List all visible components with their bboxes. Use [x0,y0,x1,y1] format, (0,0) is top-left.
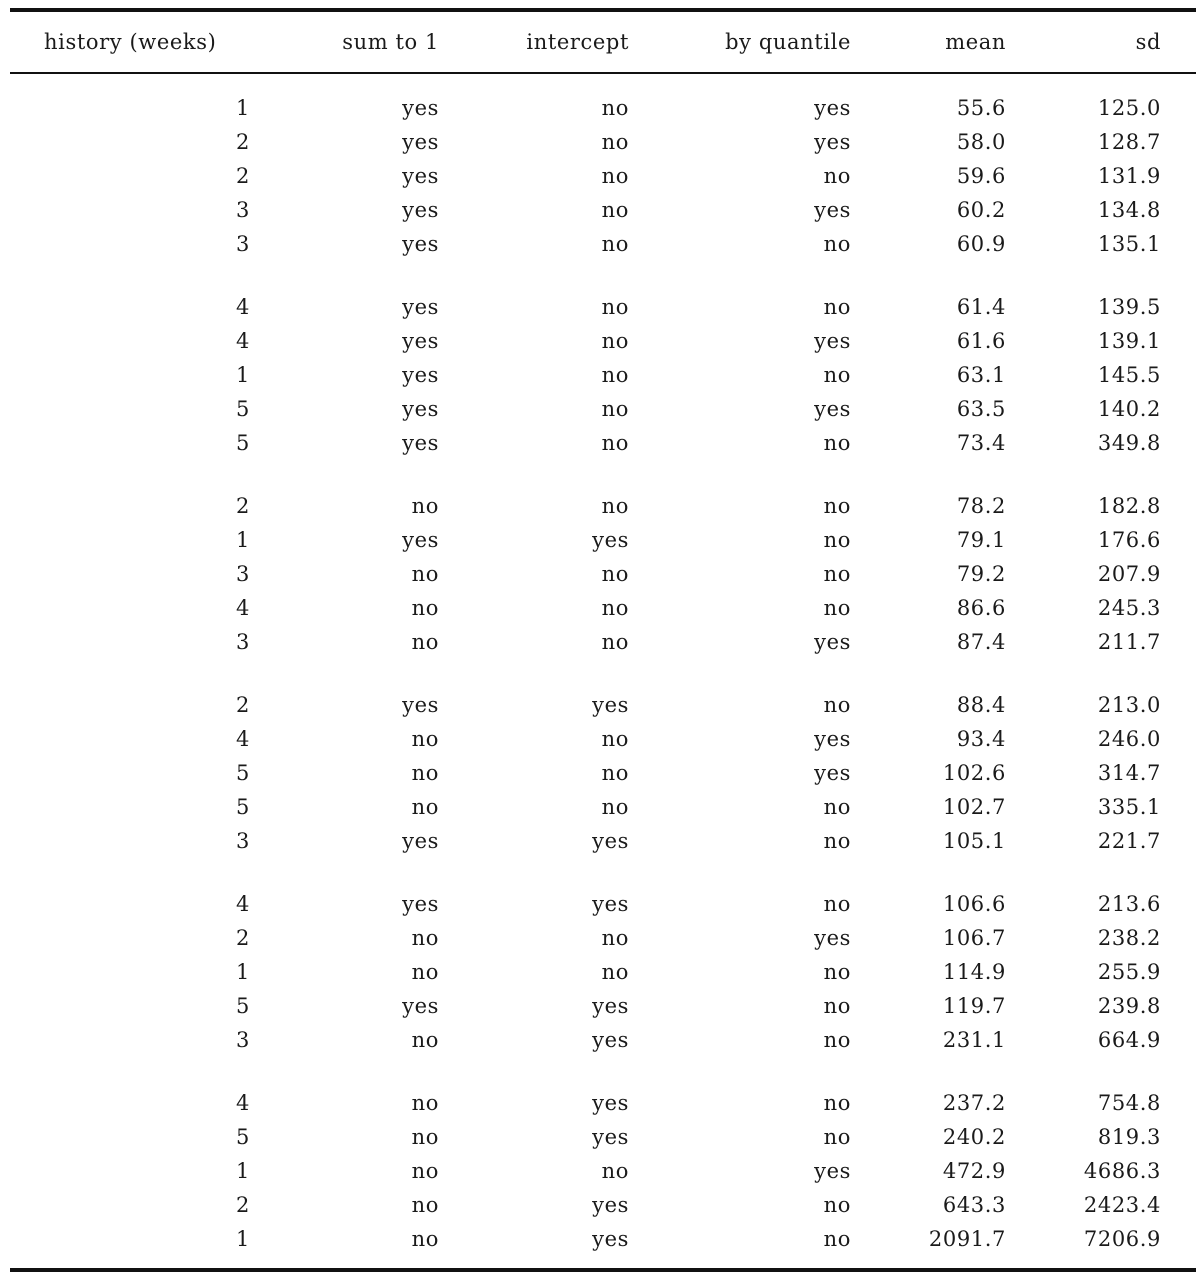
cell-history-weeks: 1 [236,960,250,984]
cell-mean: 87.4 [956,630,1006,654]
cell-history-weeks: 5 [236,397,250,421]
cell-sd: 335.1 [1097,795,1161,819]
cell-by-quantile: yes [814,397,851,421]
cell-sd: 213.6 [1097,892,1161,916]
row-group [10,290,1196,460]
cell-sd: 7206.9 [1083,1227,1161,1251]
cell-sd: 2423.4 [1083,1193,1161,1217]
cell-by-quantile: yes [814,1159,851,1183]
header-mean: mean [945,30,1006,54]
cell-sd: 140.2 [1097,397,1161,421]
row-group [10,688,1196,858]
cell-sum-to-1: no [411,960,439,984]
table-row [10,358,1196,392]
cell-sum-to-1: yes [402,232,439,256]
row-group [10,1086,1196,1256]
cell-sum-to-1: yes [402,198,439,222]
cell-sum-to-1: yes [402,130,439,154]
cell-sd: 314.7 [1097,761,1161,785]
cell-mean: 114.9 [942,960,1006,984]
cell-mean: 60.9 [956,232,1006,256]
cell-by-quantile: yes [814,727,851,751]
cell-by-quantile: no [823,431,851,455]
cell-history-weeks: 4 [236,892,250,916]
table-row [10,426,1196,460]
cell-history-weeks: 3 [236,829,250,853]
table-row [10,324,1196,358]
cell-by-quantile: yes [814,198,851,222]
cell-intercept: no [601,130,629,154]
cell-sum-to-1: yes [402,397,439,421]
cell-by-quantile: no [823,596,851,620]
cell-sd: 349.8 [1097,431,1161,455]
table-row [10,1222,1196,1256]
cell-by-quantile: no [823,960,851,984]
cell-history-weeks: 2 [236,1193,250,1217]
cell-by-quantile: no [823,295,851,319]
cell-by-quantile: no [823,1091,851,1115]
cell-intercept: no [601,232,629,256]
cell-sd: 131.9 [1097,164,1161,188]
row-group [10,887,1196,1057]
cell-sum-to-1: no [411,1159,439,1183]
cell-sum-to-1: yes [402,329,439,353]
cell-by-quantile: no [823,892,851,916]
cell-by-quantile: yes [814,630,851,654]
cell-mean: 231.1 [942,1028,1006,1052]
table-row [10,688,1196,722]
cell-sd: 139.5 [1097,295,1161,319]
cell-sum-to-1: yes [402,892,439,916]
cell-sd: 211.7 [1097,630,1161,654]
cell-by-quantile: yes [814,761,851,785]
cell-sd: 139.1 [1097,329,1161,353]
table-row [10,159,1196,193]
cell-sd: 213.0 [1097,693,1161,717]
cell-sum-to-1: no [411,761,439,785]
cell-sum-to-1: no [411,596,439,620]
cell-mean: 79.1 [956,528,1006,552]
cell-sd: 754.8 [1097,1091,1161,1115]
cell-mean: 61.6 [956,329,1006,353]
cell-by-quantile: no [823,693,851,717]
cell-history-weeks: 5 [236,994,250,1018]
cell-intercept: no [601,96,629,120]
cell-history-weeks: 3 [236,630,250,654]
cell-history-weeks: 5 [236,761,250,785]
cell-mean: 78.2 [956,494,1006,518]
cell-history-weeks: 2 [236,494,250,518]
header-intercept: intercept [526,30,629,54]
cell-history-weeks: 4 [236,727,250,751]
cell-by-quantile: no [823,1125,851,1149]
cell-sd: 239.8 [1097,994,1161,1018]
cell-sd: 4686.3 [1083,1159,1161,1183]
cell-mean: 102.6 [942,761,1006,785]
cell-mean: 106.7 [942,926,1006,950]
cell-intercept: no [601,727,629,751]
cell-intercept: no [601,295,629,319]
cell-mean: 105.1 [942,829,1006,853]
table-row [10,824,1196,858]
cell-intercept: no [601,363,629,387]
cell-mean: 106.6 [942,892,1006,916]
cell-sum-to-1: yes [402,829,439,853]
table-row [10,722,1196,756]
table-body [10,74,1196,1256]
header-sd: sd [1135,30,1161,54]
cell-by-quantile: no [823,1193,851,1217]
cell-intercept: no [601,1159,629,1183]
cell-sd: 135.1 [1097,232,1161,256]
table-row [10,790,1196,824]
cell-intercept: no [601,431,629,455]
cell-by-quantile: yes [814,329,851,353]
table-row [10,955,1196,989]
table-row [10,91,1196,125]
cell-sd: 819.3 [1097,1125,1161,1149]
cell-by-quantile: yes [814,926,851,950]
cell-sum-to-1: yes [402,693,439,717]
cell-sd: 176.6 [1097,528,1161,552]
cell-mean: 60.2 [956,198,1006,222]
cell-history-weeks: 1 [236,1159,250,1183]
table-row [10,921,1196,955]
cell-sd: 128.7 [1097,130,1161,154]
cell-by-quantile: no [823,829,851,853]
table-row [10,989,1196,1023]
cell-intercept: no [601,329,629,353]
cell-history-weeks: 4 [236,596,250,620]
cell-history-weeks: 3 [236,562,250,586]
table-row [10,1120,1196,1154]
cell-sd: 221.7 [1097,829,1161,853]
cell-intercept: no [601,761,629,785]
cell-history-weeks: 3 [236,198,250,222]
cell-by-quantile: no [823,494,851,518]
cell-by-quantile: no [823,994,851,1018]
cell-by-quantile: no [823,528,851,552]
cell-intercept: yes [592,1227,629,1251]
cell-by-quantile: no [823,562,851,586]
cell-sd: 246.0 [1097,727,1161,751]
table-row [10,392,1196,426]
table-header [10,12,1196,72]
bottom-rule [10,1268,1196,1272]
cell-history-weeks: 4 [236,329,250,353]
cell-history-weeks: 3 [236,1028,250,1052]
cell-sum-to-1: no [411,1091,439,1115]
table-row [10,1086,1196,1120]
cell-sum-to-1: no [411,562,439,586]
table-row [10,1154,1196,1188]
header-by-quantile: by quantile [725,30,851,54]
cell-sum-to-1: no [411,795,439,819]
cell-mean: 59.6 [956,164,1006,188]
cell-mean: 79.2 [956,562,1006,586]
cell-sum-to-1: no [411,1193,439,1217]
cell-intercept: yes [592,1125,629,1149]
cell-history-weeks: 4 [236,1091,250,1115]
cell-intercept: yes [592,528,629,552]
cell-intercept: no [601,164,629,188]
cell-history-weeks: 1 [236,96,250,120]
cell-by-quantile: no [823,795,851,819]
cell-mean: 2091.7 [928,1227,1006,1251]
cell-intercept: yes [592,1091,629,1115]
cell-mean: 240.2 [942,1125,1006,1149]
cell-sum-to-1: yes [402,295,439,319]
cell-intercept: yes [592,829,629,853]
cell-sum-to-1: yes [402,164,439,188]
cell-intercept: no [601,960,629,984]
cell-sd: 238.2 [1097,926,1161,950]
header-history-weeks: history (weeks) [44,30,217,54]
table-row [10,125,1196,159]
cell-history-weeks: 1 [236,528,250,552]
cell-history-weeks: 1 [236,1227,250,1251]
cell-intercept: no [601,926,629,950]
cell-history-weeks: 5 [236,795,250,819]
table-row [10,290,1196,324]
cell-mean: 61.4 [956,295,1006,319]
cell-intercept: no [601,198,629,222]
cell-history-weeks: 2 [236,164,250,188]
cell-sd: 125.0 [1097,96,1161,120]
table-row [10,557,1196,591]
cell-mean: 472.9 [942,1159,1006,1183]
cell-mean: 86.6 [956,596,1006,620]
cell-sum-to-1: no [411,926,439,950]
cell-mean: 119.7 [942,994,1006,1018]
cell-sum-to-1: no [411,1028,439,1052]
cell-sd: 207.9 [1097,562,1161,586]
cell-sum-to-1: yes [402,363,439,387]
cell-sum-to-1: yes [402,994,439,1018]
cell-mean: 63.5 [956,397,1006,421]
cell-intercept: no [601,562,629,586]
header-sum-to-1: sum to 1 [342,30,439,54]
table-row [10,756,1196,790]
cell-intercept: yes [592,693,629,717]
cell-by-quantile: no [823,1028,851,1052]
cell-by-quantile: no [823,164,851,188]
cell-mean: 55.6 [956,96,1006,120]
cell-history-weeks: 4 [236,295,250,319]
cell-intercept: yes [592,994,629,1018]
cell-history-weeks: 2 [236,693,250,717]
table-row [10,1023,1196,1057]
table-row [10,193,1196,227]
cell-sd: 664.9 [1097,1028,1161,1052]
cell-intercept: no [601,494,629,518]
cell-sum-to-1: no [411,1125,439,1149]
cell-by-quantile: yes [814,96,851,120]
cell-sum-to-1: no [411,1227,439,1251]
cell-history-weeks: 2 [236,926,250,950]
cell-history-weeks: 2 [236,130,250,154]
cell-sum-to-1: no [411,494,439,518]
table-row [10,887,1196,921]
table-row [10,1188,1196,1222]
cell-intercept: yes [592,1028,629,1052]
cell-sd: 182.8 [1097,494,1161,518]
cell-mean: 643.3 [942,1193,1006,1217]
cell-history-weeks: 1 [236,363,250,387]
cell-mean: 63.1 [956,363,1006,387]
cell-mean: 73.4 [956,431,1006,455]
table-row [10,523,1196,557]
cell-mean: 237.2 [942,1091,1006,1115]
cell-by-quantile: no [823,1227,851,1251]
cell-intercept: yes [592,1193,629,1217]
cell-sd: 134.8 [1097,198,1161,222]
cell-sd: 255.9 [1097,960,1161,984]
row-group [10,489,1196,659]
cell-history-weeks: 3 [236,232,250,256]
table-row [10,489,1196,523]
cell-mean: 93.4 [956,727,1006,751]
cell-by-quantile: no [823,232,851,256]
cell-mean: 88.4 [956,693,1006,717]
cell-intercept: no [601,795,629,819]
cell-sum-to-1: yes [402,528,439,552]
cell-sd: 145.5 [1097,363,1161,387]
cell-intercept: no [601,630,629,654]
cell-by-quantile: no [823,363,851,387]
cell-sd: 245.3 [1097,596,1161,620]
table-row [10,227,1196,261]
cell-history-weeks: 5 [236,1125,250,1149]
cell-sum-to-1: no [411,727,439,751]
cell-sum-to-1: yes [402,431,439,455]
table-row [10,591,1196,625]
cell-intercept: no [601,397,629,421]
cell-by-quantile: yes [814,130,851,154]
results-table [10,8,1196,1256]
row-group [10,91,1196,261]
cell-history-weeks: 5 [236,431,250,455]
cell-sum-to-1: no [411,630,439,654]
table-row [10,625,1196,659]
cell-sum-to-1: yes [402,96,439,120]
cell-intercept: no [601,596,629,620]
cell-mean: 102.7 [942,795,1006,819]
cell-intercept: yes [592,892,629,916]
cell-mean: 58.0 [956,130,1006,154]
